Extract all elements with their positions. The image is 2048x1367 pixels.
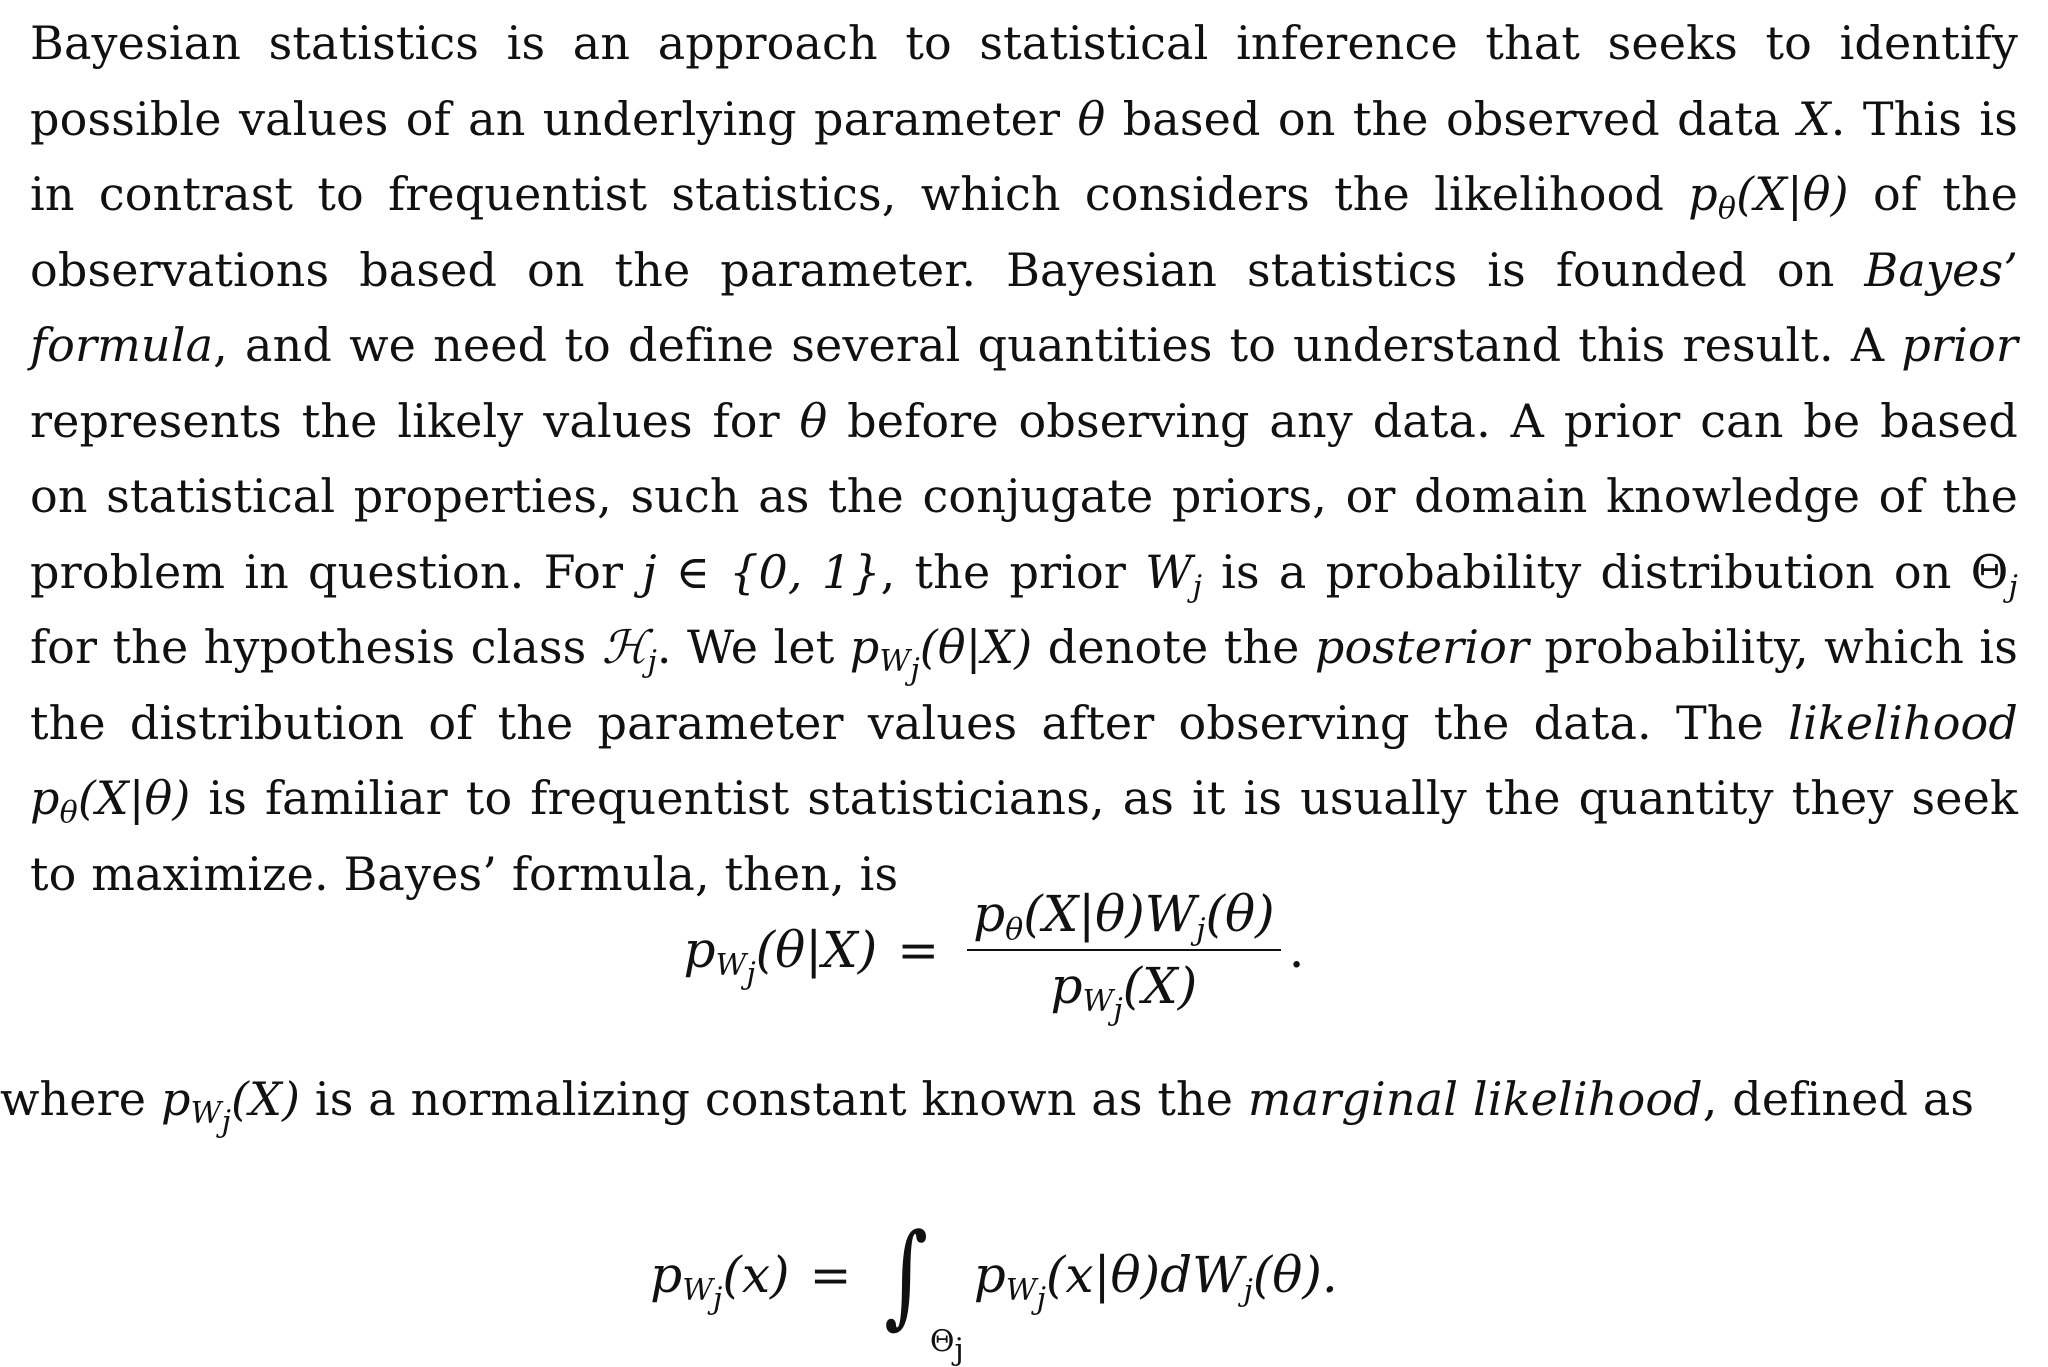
- integral-lower-limit: [929, 1324, 964, 1367]
- eq2-lhs: [650, 1246, 790, 1317]
- body-paragraph-bayesian-statistics: [30, 6, 2018, 912]
- math-p: p: [973, 885, 1006, 943]
- integral: [877, 1210, 964, 1367]
- text-segment: of the observations based on the parameter. Bayesian statistics is founded on: [30, 167, 2018, 297]
- math-p: p: [160, 1072, 191, 1126]
- math-subscript-j: j: [1243, 1273, 1253, 1309]
- math-p: p: [973, 1246, 1006, 1304]
- term-bayes-formula: Bayes’ formula: [30, 242, 2018, 372]
- period: .: [1288, 921, 1305, 979]
- text-segment: Bayesian statistics is an approach to statistical inference that seeks to identify possible values of an underlying parameter: [30, 16, 2018, 146]
- math-subscript-W: [190, 1096, 232, 1140]
- math-p: p: [1688, 167, 1718, 221]
- math-args: (X): [231, 1072, 301, 1126]
- text-segment: for the hypothesis class: [30, 620, 602, 674]
- math-theta: θ: [799, 393, 828, 448]
- math-subscript-j: j: [1113, 992, 1123, 1028]
- math-Theta: Θ: [929, 1324, 955, 1359]
- text-segment: is familiar to frequentist statisticians, as it is usually the quantity they seek to maximize. Bayes’ formula, then, is: [30, 771, 2018, 901]
- math-X: X: [1797, 91, 1831, 146]
- math-posterior-args: (θ|X): [919, 620, 1033, 674]
- math-p: p: [849, 620, 880, 674]
- math-likelihood-args: (X|θ): [77, 771, 191, 825]
- math-args: (X): [1122, 957, 1198, 1015]
- text-segment: , and we need to define several quantities to understand this result. A: [213, 318, 1902, 372]
- math-W: W: [1082, 984, 1114, 1020]
- math-W: W: [1005, 1273, 1037, 1309]
- text-segment: where: [0, 1072, 161, 1126]
- math-W: W: [879, 644, 911, 680]
- math-p: p: [650, 1246, 683, 1304]
- math-subscript-theta: θ: [59, 795, 78, 831]
- text-segment: , the prior: [880, 544, 1146, 599]
- text-segment: probability, which is the distribution of the parameter values after observing the data. The: [30, 620, 2019, 750]
- math-W: W: [682, 1273, 714, 1309]
- math-subscript-theta: θ: [1717, 191, 1737, 227]
- math-W: W: [1145, 544, 1193, 599]
- text-segment: denote the: [1032, 620, 1315, 674]
- math-j-in-set: j ∈ {0, 1}: [642, 544, 881, 599]
- math-subscript-j: j: [221, 1104, 232, 1140]
- math-subscript-W: [879, 644, 920, 688]
- equation-marginal-likelihood: [0, 1205, 1988, 1367]
- math-subscript-j: j: [1196, 912, 1206, 948]
- equals-sign: =: [809, 1246, 852, 1304]
- math-subscript-j: j: [1192, 568, 1203, 604]
- math-subscript-j: j: [1036, 1281, 1046, 1317]
- math-subscript-j: j: [647, 644, 657, 680]
- math-subscript-j: j: [746, 956, 756, 992]
- math-subscript-j: j: [713, 1281, 723, 1317]
- text-segment: . This is in contrast to frequentist statistics, which considers the likelihood: [30, 91, 2018, 221]
- text-segment: before observing any data. A prior can be based on statistical properties, such as the conjugate priors, or domain knowledge of the problem in question. For: [30, 393, 2018, 599]
- math-subscript-j: j: [2008, 568, 2018, 604]
- math-likelihood-args: (X|θ): [1736, 167, 1849, 221]
- integrand: [973, 1246, 1338, 1317]
- math-W: W: [190, 1096, 222, 1132]
- term-prior: prior: [1901, 318, 2018, 372]
- integral-sign: ∫: [884, 1210, 929, 1340]
- math-W: W: [715, 948, 747, 984]
- math-theta: θ: [1077, 91, 1106, 146]
- text-segment: . We let: [656, 620, 850, 674]
- document-page: [30, 6, 2018, 912]
- math-args: (X|θ)W: [1023, 885, 1197, 943]
- math-args: (x): [722, 1246, 790, 1304]
- text-segment: represents the likely values for: [30, 393, 800, 448]
- math-args: (θ|X): [755, 921, 878, 979]
- math-subscript-j: j: [954, 1332, 964, 1367]
- math-Theta: Θ: [1970, 544, 2009, 599]
- math-p: p: [30, 771, 60, 825]
- equals-sign: =: [897, 921, 940, 979]
- math-p: p: [1050, 957, 1083, 1015]
- math-subscript-j: j: [910, 652, 920, 688]
- equation-bayes-formula: [0, 880, 1988, 1028]
- text-segment: based on the observed data: [1105, 91, 1798, 146]
- text-segment: , defined as: [1702, 1072, 1975, 1126]
- eq1-lhs: [683, 921, 878, 992]
- math-subscript-W: [1082, 984, 1123, 1028]
- math-subscript-theta: θ: [1005, 912, 1024, 948]
- math-args: (x|θ)dW: [1045, 1246, 1244, 1304]
- math-subscript-W: [715, 948, 756, 992]
- paragraph-text: [0, 1062, 1988, 1138]
- math-subscript-W: [682, 1273, 723, 1317]
- fraction-numerator: [967, 885, 1280, 951]
- fraction-denominator: [1044, 951, 1203, 1028]
- term-posterior: posterior: [1314, 620, 1530, 674]
- math-args: (θ): [1205, 885, 1275, 943]
- math-args: (θ).: [1252, 1246, 1338, 1304]
- body-paragraph-marginal-likelihood: [0, 1062, 1988, 1138]
- math-H-calligraphic: ℋ: [601, 620, 648, 674]
- text-segment: is a normalizing constant known as the: [300, 1072, 1248, 1126]
- math-subscript-W: [1005, 1273, 1046, 1317]
- term-marginal-likelihood: marginal likelihood: [1247, 1072, 1703, 1126]
- math-p: p: [683, 921, 716, 979]
- fraction: [967, 885, 1280, 1028]
- term-likelihood: likelihood: [1788, 695, 2018, 750]
- text-segment: is a probability distribution on: [1202, 544, 1971, 599]
